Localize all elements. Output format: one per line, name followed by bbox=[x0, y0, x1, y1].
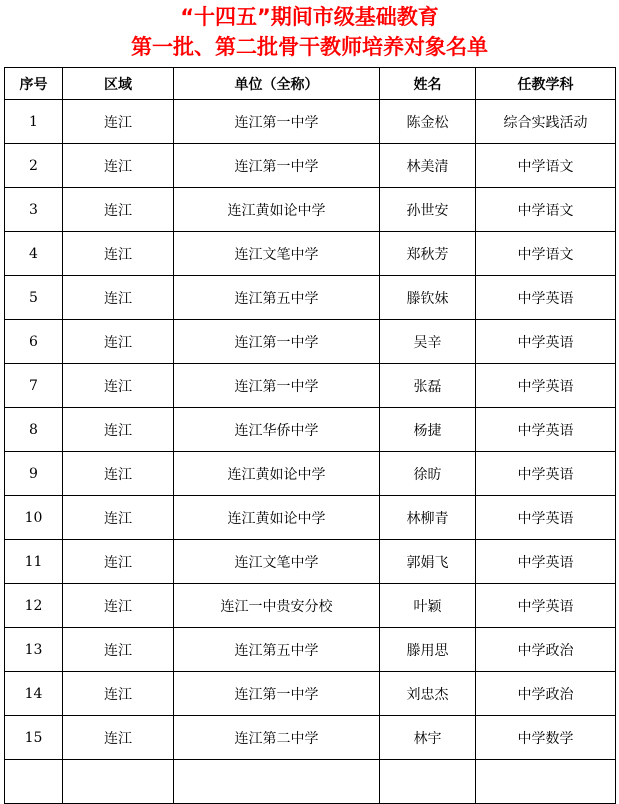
cell-serial-number: 2 bbox=[5, 144, 63, 188]
table-row-partial bbox=[5, 760, 616, 804]
table-row bbox=[5, 716, 616, 760]
cell-subject: 中学语文 bbox=[476, 188, 616, 232]
title-line-1: “十四五”期间市级基础教育 bbox=[180, 5, 439, 29]
cell-name: 滕用思 bbox=[380, 628, 476, 672]
cell-name: 林美清 bbox=[380, 144, 476, 188]
cell-subject: 中学政治 bbox=[476, 672, 616, 716]
cell-name: 陈金松 bbox=[380, 100, 476, 144]
table-row bbox=[5, 232, 616, 276]
cell-serial-number: 3 bbox=[5, 188, 63, 232]
title-line-2: 第一批、第二批骨干教师培养对象名单 bbox=[131, 35, 488, 59]
cell-region: 连江 bbox=[63, 364, 174, 408]
table-row bbox=[5, 188, 616, 232]
cell-unit: 连江黄如论中学 bbox=[174, 188, 380, 232]
cell-unit: 连江第一中学 bbox=[174, 364, 380, 408]
cell-serial-number: 5 bbox=[5, 276, 63, 320]
cell-region: 连江 bbox=[63, 584, 174, 628]
cell-region: 连江 bbox=[63, 188, 174, 232]
cell-unit: 连江第一中学 bbox=[174, 672, 380, 716]
table-row bbox=[5, 628, 616, 672]
cell-name: 林宇 bbox=[380, 716, 476, 760]
cell-name: 郭娟飞 bbox=[380, 540, 476, 584]
header-region: 区域 bbox=[63, 68, 174, 100]
table-header-row bbox=[5, 68, 616, 100]
table-row bbox=[5, 100, 616, 144]
cell-serial-number: 14 bbox=[5, 672, 63, 716]
table-row bbox=[5, 144, 616, 188]
cell-name: 郑秋芳 bbox=[380, 232, 476, 276]
cell-subject: 中学英语 bbox=[476, 540, 616, 584]
cell-name: 滕钦妹 bbox=[380, 276, 476, 320]
table-row bbox=[5, 584, 616, 628]
cell-name: 吴辛 bbox=[380, 320, 476, 364]
cell-serial-number: 4 bbox=[5, 232, 63, 276]
cell-subject: 中学英语 bbox=[476, 584, 616, 628]
header-unit: 单位（全称） bbox=[174, 68, 380, 100]
cell-region: 连江 bbox=[63, 496, 174, 540]
cell-serial-number: 11 bbox=[5, 540, 63, 584]
cell-subject: 中学英语 bbox=[476, 408, 616, 452]
header-subject: 任教学科 bbox=[476, 68, 616, 100]
table-row bbox=[5, 276, 616, 320]
cell-subject: 中学英语 bbox=[476, 320, 616, 364]
cell-unit: 连江第一中学 bbox=[174, 100, 380, 144]
cell-serial-number: 10 bbox=[5, 496, 63, 540]
teacher-roster-table bbox=[4, 67, 616, 804]
cell-serial-number: 9 bbox=[5, 452, 63, 496]
cell-subject: 中学英语 bbox=[476, 364, 616, 408]
cell-unit: 连江第一中学 bbox=[174, 144, 380, 188]
header-name: 姓名 bbox=[380, 68, 476, 100]
cell-name: 刘忠杰 bbox=[380, 672, 476, 716]
cell-subject: 综合实践活动 bbox=[476, 100, 616, 144]
cell-unit: 连江第一中学 bbox=[174, 320, 380, 364]
cell-subject: 中学英语 bbox=[476, 452, 616, 496]
table-row bbox=[5, 408, 616, 452]
cell-unit: 连江黄如论中学 bbox=[174, 452, 380, 496]
cell-subject: 中学英语 bbox=[476, 276, 616, 320]
cell-name: 张磊 bbox=[380, 364, 476, 408]
table-row bbox=[5, 364, 616, 408]
cell-unit: 连江第五中学 bbox=[174, 276, 380, 320]
cell-subject: 中学语文 bbox=[476, 144, 616, 188]
cell-region: 连江 bbox=[63, 628, 174, 672]
cell-serial-number: 7 bbox=[5, 364, 63, 408]
cell-unit: 连江文笔中学 bbox=[174, 232, 380, 276]
cell-region: 连江 bbox=[63, 320, 174, 364]
cell-subject: 中学政治 bbox=[476, 628, 616, 672]
cell-unit: 连江文笔中学 bbox=[174, 540, 380, 584]
cell-unit: 连江第二中学 bbox=[174, 716, 380, 760]
table-row bbox=[5, 672, 616, 716]
cell-name: 徐昉 bbox=[380, 452, 476, 496]
cell-region: 连江 bbox=[63, 452, 174, 496]
cell-serial-number: 13 bbox=[5, 628, 63, 672]
table-row bbox=[5, 452, 616, 496]
cell-unit: 连江第五中学 bbox=[174, 628, 380, 672]
document-title bbox=[0, 0, 619, 66]
cell-name: 林柳青 bbox=[380, 496, 476, 540]
header-serial-number: 序号 bbox=[5, 68, 63, 100]
table-row bbox=[5, 540, 616, 584]
cell-region: 连江 bbox=[63, 144, 174, 188]
cell-region: 连江 bbox=[63, 716, 174, 760]
table-row bbox=[5, 320, 616, 364]
cell-serial-number: 12 bbox=[5, 584, 63, 628]
cell-unit: 连江黄如论中学 bbox=[174, 496, 380, 540]
cell-region: 连江 bbox=[63, 100, 174, 144]
cell-serial-number: 1 bbox=[5, 100, 63, 144]
cell-region: 连江 bbox=[63, 232, 174, 276]
cell-subject: 中学英语 bbox=[476, 496, 616, 540]
table-row bbox=[5, 496, 616, 540]
cell-subject: 中学语文 bbox=[476, 232, 616, 276]
cell-name: 叶颖 bbox=[380, 584, 476, 628]
cell-region: 连江 bbox=[63, 276, 174, 320]
cell-region: 连江 bbox=[63, 408, 174, 452]
cell-unit: 连江华侨中学 bbox=[174, 408, 380, 452]
cell-region: 连江 bbox=[63, 672, 174, 716]
cell-subject: 中学数学 bbox=[476, 716, 616, 760]
cell-serial-number: 6 bbox=[5, 320, 63, 364]
cell-name: 杨捷 bbox=[380, 408, 476, 452]
cell-region: 连江 bbox=[63, 540, 174, 584]
cell-serial-number: 8 bbox=[5, 408, 63, 452]
cell-unit: 连江一中贵安分校 bbox=[174, 584, 380, 628]
cell-serial-number: 15 bbox=[5, 716, 63, 760]
cell-name: 孙世安 bbox=[380, 188, 476, 232]
